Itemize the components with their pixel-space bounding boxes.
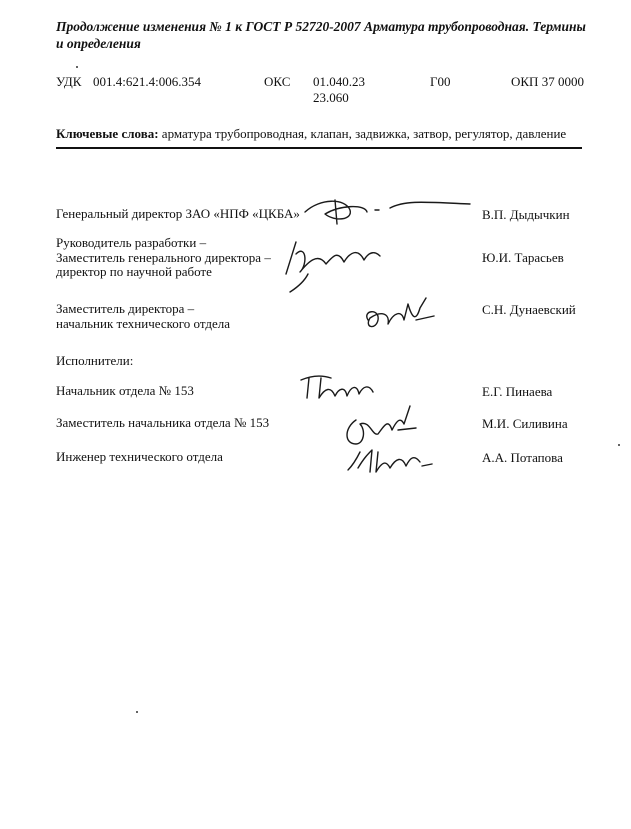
- signatory-position: [56, 302, 230, 331]
- position-line: Руководитель разработки –: [56, 235, 207, 250]
- okp-code: ОКП 37 0000: [511, 74, 584, 89]
- udk-label: УДК: [56, 74, 82, 89]
- signatory-position: [56, 207, 300, 222]
- keywords-line: [56, 126, 566, 142]
- position-line: начальник технического отдела: [56, 315, 231, 331]
- signatory-position: [56, 236, 271, 280]
- signatory-name: Ю.И. Тарасьев: [482, 250, 564, 265]
- scan-speck: [136, 711, 138, 713]
- signature-potapova: [350, 440, 440, 480]
- udk-value: 001.4:621.4:006.354: [93, 74, 201, 89]
- position-line: Заместитель директора –: [56, 301, 195, 316]
- performer-name: А.А. Потапова: [482, 450, 563, 465]
- signature-dunaevsky: [360, 290, 440, 340]
- performer-position: Инженер технического отдела: [56, 449, 223, 464]
- performer-position: Начальник отдела № 153: [56, 383, 194, 398]
- signatory-name: С.Н. Дунаевский: [482, 302, 576, 317]
- position-line: директор по научной работе: [56, 264, 212, 279]
- signature-tarasyev: [278, 234, 388, 294]
- keywords-text: арматура трубопроводная, клапан, задвижка, затвор, регулятор, давление: [161, 126, 567, 141]
- signatory-name: В.П. Дыдычкин: [482, 207, 570, 222]
- oks-value-1: 01.040.23: [313, 74, 365, 89]
- performer-name: М.И. Силивина: [482, 416, 568, 431]
- scan-speck: [618, 444, 620, 446]
- oks-value-2: 23.060: [313, 90, 349, 105]
- signature-dydychkin: [295, 190, 475, 230]
- performers-title: Исполнители:: [56, 353, 134, 368]
- horizontal-rule: [56, 147, 582, 149]
- position-line: Генеральный директор ЗАО «НПФ «ЦКБА»: [56, 206, 300, 221]
- scan-speck: [76, 66, 78, 68]
- performer-position: Заместитель начальника отдела № 153: [56, 415, 270, 430]
- oks-label: ОКС: [264, 74, 291, 89]
- g-code: Г00: [430, 74, 451, 89]
- keywords-label: Ключевые слова:: [56, 126, 159, 141]
- performer-name: Е.Г. Пинаева: [482, 384, 553, 399]
- document-heading: Продолжение изменения № 1 к ГОСТ Р 52720-2007 Арматура трубопроводная. Термины и определения: [56, 19, 586, 51]
- position-line: Заместитель генерального директора –: [56, 249, 271, 265]
